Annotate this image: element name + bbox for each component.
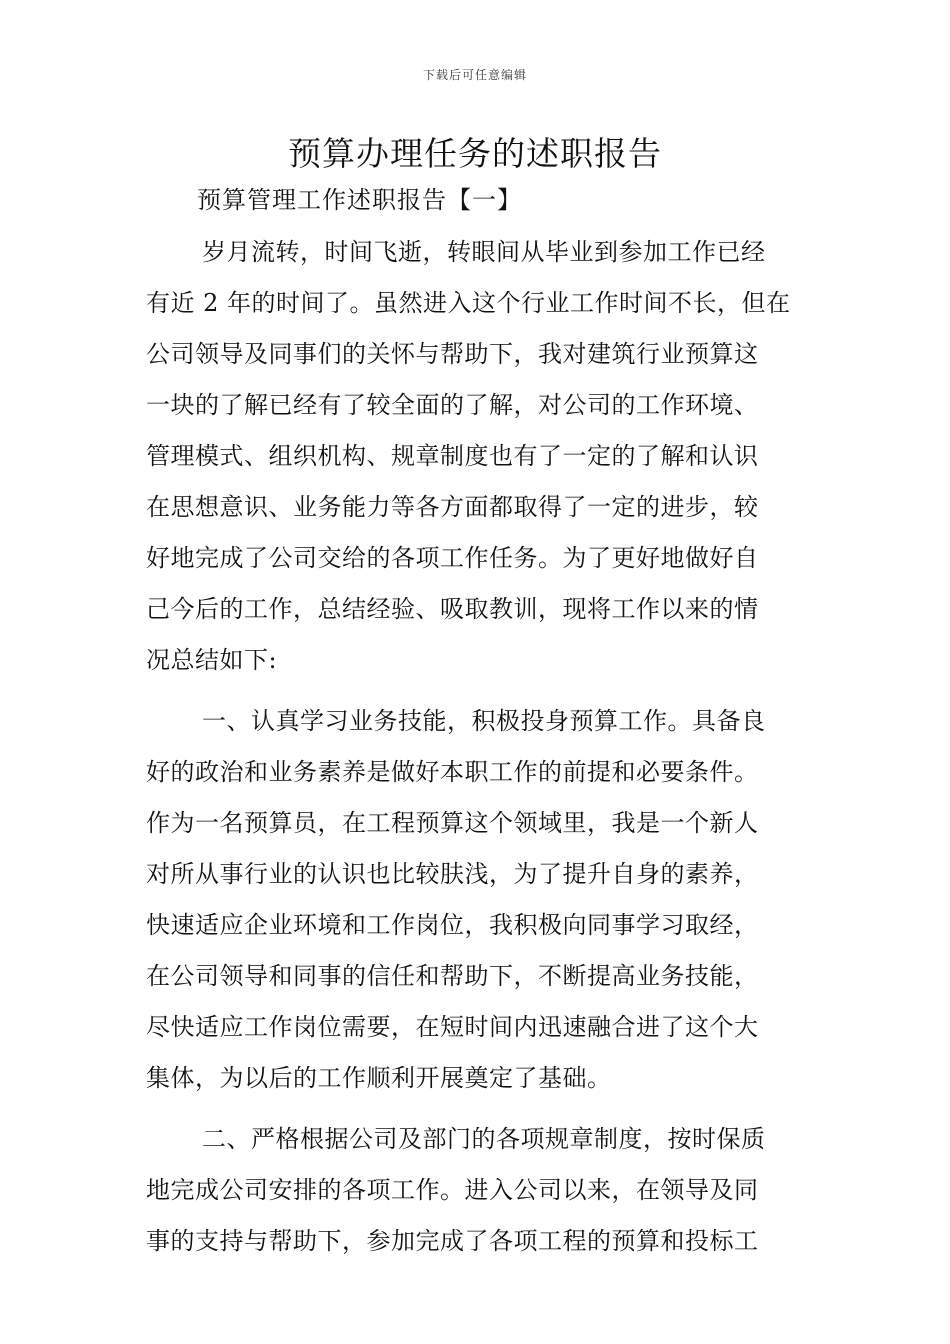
text-line: 二、严格根据公司及部门的各项规章制度，按时保质: [202, 1125, 766, 1153]
text-line: 岁月流转，时间飞逝，转眼间从毕业到参加工作已经: [202, 238, 766, 266]
text-line: 快速适应企业环境和工作岗位，我积极向同事学习取经，: [146, 911, 759, 939]
paragraph-spacer: [146, 1104, 806, 1114]
text-line: 地完成公司安排的各项工作。进入公司以来，在领导及同: [146, 1176, 759, 1204]
text-line: 好的政治和业务素养是做好本职工作的前提和必要条件。: [146, 758, 759, 786]
text-line: 公司领导及同事们的关怀与帮助下，我对建筑行业预算这: [146, 340, 759, 368]
header-note: 下载后可任意编辑: [422, 68, 527, 82]
text-line: 况总结如下:: [146, 646, 278, 674]
document-body: [146, 227, 806, 1267]
text-line: 对所从事行业的认识也比较肤浅，为了提升自身的素养，: [146, 860, 759, 888]
text-line: 一块的了解已经有了较全面的了解，对公司的工作环境、: [146, 391, 759, 419]
text-line: 己今后的工作，总结经验、吸取教训，现将工作以来的情: [146, 595, 759, 623]
text-line: 集体，为以后的工作顺利开展奠定了基础。: [146, 1064, 612, 1092]
document-title: 预算办理任务的述职报告: [288, 134, 662, 173]
paragraph-section-one: [146, 696, 806, 1104]
text-line: 作为一名预算员，在工程预算这个领域里，我是一个新人: [146, 809, 759, 837]
text-line: 一、认真学习业务技能，积极投身预算工作。具备良: [202, 707, 766, 735]
text-line: 在公司领导和同事的信任和帮助下，不断提高业务技能，: [146, 962, 759, 990]
text-line: 尽快适应工作岗位需要，在短时间内迅速融合进了这个大: [146, 1013, 759, 1041]
text-line: 管理模式、组织机构、规章制度也有了一定的了解和认识: [146, 442, 759, 470]
paragraph-intro: [146, 227, 806, 686]
paragraph-spacer: [146, 686, 806, 696]
document-subtitle: 预算管理工作述职报告【一】: [197, 186, 522, 214]
text-line: 有近 2 年的时间了。虽然进入这个行业工作时间不长，但在: [146, 289, 791, 317]
text-line: 好地完成了公司交给的各项工作任务。为了更好地做好自: [146, 544, 759, 572]
text-line: 在思想意识、业务能力等各方面都取得了一定的进步，较: [146, 493, 759, 521]
text-line: 事的支持与帮助下，参加完成了各项工程的预算和投标工: [146, 1227, 759, 1255]
paragraph-section-two: [146, 1114, 806, 1267]
